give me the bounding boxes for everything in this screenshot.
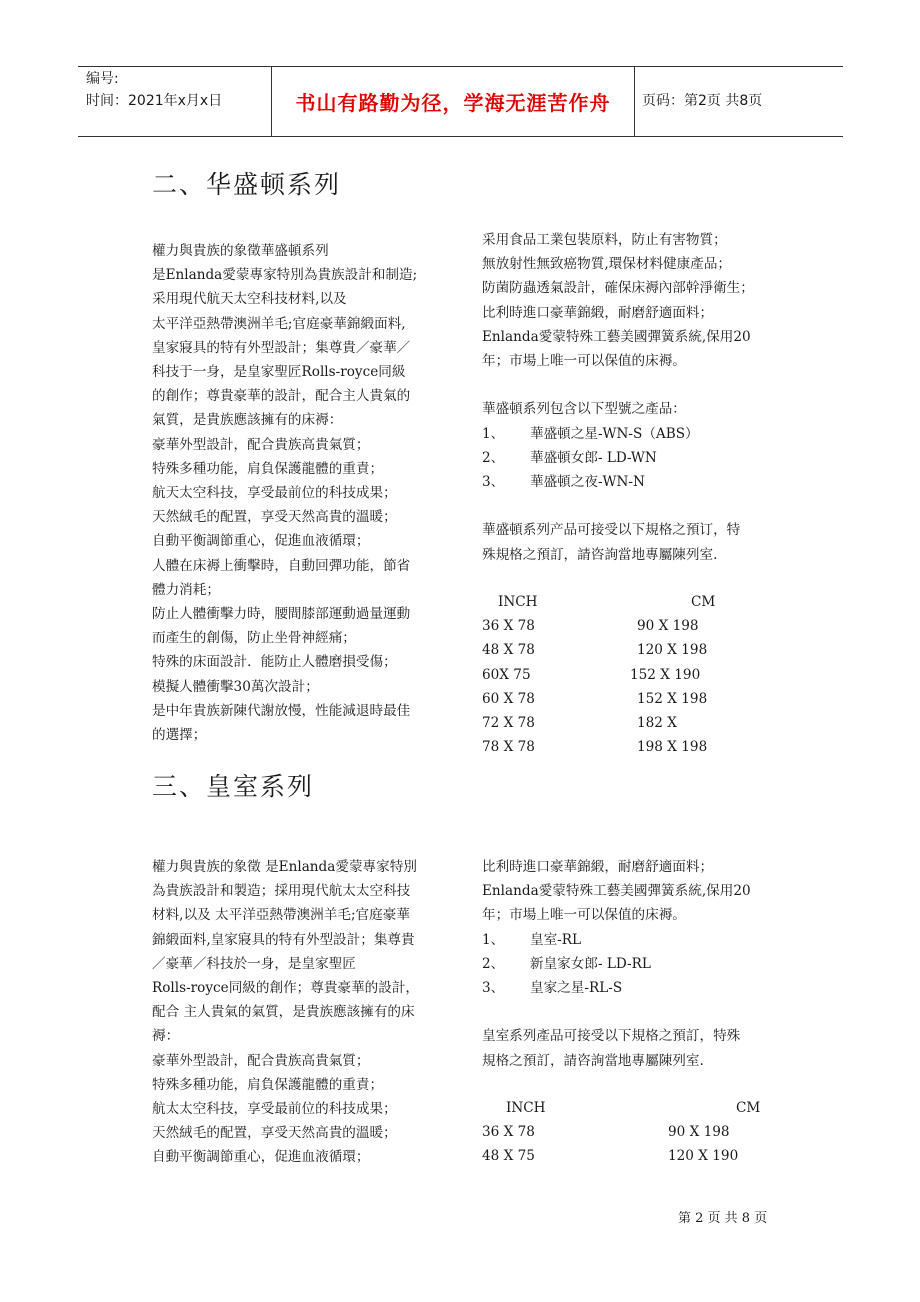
- header-meta: [78, 67, 271, 136]
- size-table-washington: [482, 590, 762, 759]
- inch-header: INCH: [506, 1100, 546, 1116]
- model-number: 2、: [482, 955, 505, 972]
- text-line: 是Enlanda愛蒙專家特別為貴族設計和制造;: [152, 267, 418, 284]
- section3-right-column: [482, 855, 782, 1073]
- text-line: 豪華外型設計，配合貴族高貴氣質；: [152, 436, 370, 453]
- text-line: 天然絨毛的配置，享受天然高貴的溫暖；: [152, 1125, 397, 1142]
- cm-size: 90 X 198: [668, 1124, 730, 1141]
- text-line: 而產生的創傷，防止坐骨神經痛；: [152, 630, 356, 647]
- model-item: [482, 422, 782, 446]
- cm-size: 152 X 190: [630, 666, 701, 683]
- model-number: 1、: [482, 931, 505, 948]
- model-number: 3、: [482, 474, 505, 491]
- model-number: 1、: [482, 425, 505, 442]
- page-footer: 第 2 页 共 8 页: [678, 1211, 768, 1226]
- text-line: 豪華外型設計，配合貴族高貴氣質；: [152, 1052, 370, 1069]
- model-item: [482, 952, 782, 976]
- size-table-header: [482, 590, 762, 614]
- cm-header: CM: [691, 594, 716, 610]
- inch-size: 60X 75: [482, 666, 531, 683]
- cm-size: 152 X 198: [637, 690, 708, 707]
- header-page-cell: [634, 67, 843, 136]
- text-line: 比利時進口豪華錦緞，耐磨舒適面料；: [482, 859, 714, 875]
- size-row: [482, 735, 762, 759]
- page-label: 页码：第2页 共8页: [642, 93, 763, 109]
- text-line: 航天太空科技，享受最前位的科技成果；: [152, 485, 397, 502]
- cm-size: 90 X 198: [637, 618, 699, 635]
- spec-text: 規格之預訂，請咨詢當地專屬陳列室.: [482, 1052, 704, 1069]
- text-line: 的選擇；: [152, 727, 207, 744]
- model-name: 華盛頓女郎- LD-WN: [530, 449, 657, 466]
- inch-size: 36 X 78: [482, 1124, 535, 1141]
- model-item: [482, 976, 782, 1000]
- spec-text: 皇室系列產品可接受以下規格之預訂，特殊: [482, 1028, 741, 1045]
- model-name: 華盛頓之星-WN-S（ABS）: [530, 425, 699, 442]
- text-line: 防菌防蟲透氣設計，確保床褥內部幹淨衛生；: [482, 280, 754, 297]
- cm-size: 182 X: [637, 714, 677, 731]
- model-item: [482, 470, 782, 494]
- text-line: 材料,以及 太平洋亞熱帶澳洲羊毛;官庭豪華: [152, 907, 410, 924]
- text-line: 自動平衡調節重心，促進血液循環；: [152, 1149, 370, 1166]
- text-line: 防止人體衝擊力時，腰間膝部運動過量運動: [152, 606, 411, 623]
- text-line: 錦緞面料,皇家寢具的特有外型設計；集尊貴: [152, 931, 415, 948]
- model-name: 皇室-RL: [530, 931, 582, 948]
- text-line: 無放射性無致癌物質,環保材料健康產品；: [482, 256, 732, 273]
- text-line: 航太太空科技，享受最前位的科技成果；: [152, 1101, 397, 1118]
- model-name: 新皇家女郎- LD-RL: [530, 955, 651, 972]
- model-number: 2、: [482, 449, 505, 466]
- time-label: 时间：2021年x月x日: [86, 93, 223, 109]
- text-line: 采用現代航天太空科技材料,以及: [152, 291, 347, 308]
- text-line: 人體在床褥上衝擊時，自動回彈功能，節省: [152, 557, 411, 574]
- section-heading-washington: 二、华盛顿系列: [152, 170, 342, 199]
- section3-left-column: [152, 855, 457, 1170]
- text-line: 模擬人體衝擊30萬次設計；: [152, 678, 319, 695]
- section2-right-column: [482, 228, 782, 567]
- size-row: [482, 711, 762, 735]
- size-row: [482, 687, 762, 711]
- spec-text: 殊規格之預訂，請咨詢當地專屬陳列室.: [482, 546, 718, 563]
- inch-size: 48 X 75: [482, 1148, 535, 1165]
- inch-size: 36 X 78: [482, 618, 535, 635]
- cm-header: CM: [736, 1100, 761, 1116]
- header-motto-cell: [271, 67, 635, 136]
- text-line: 特殊多種功能，肩負保護龍體的重責；: [152, 460, 384, 477]
- motto: 书山有路勤为径，学海无涯苦作舟: [295, 91, 611, 115]
- text-line: 采用食品工業包裝原料，防止有害物質；: [482, 232, 727, 248]
- models-title: 華盛頓系列包含以下型號之產品：: [482, 401, 686, 418]
- inch-header: INCH: [498, 594, 538, 610]
- text-line: 年；市場上唯一可以保值的床褥。: [482, 353, 686, 370]
- text-line: 為貴族設計和製造；採用現代航太太空科技: [152, 883, 411, 900]
- text-line: 天然絨毛的配置，享受天然高貴的溫暖；: [152, 509, 397, 526]
- inch-size: 72 X 78: [482, 714, 535, 731]
- text-line: 自動平衡調節重心，促進血液循環；: [152, 533, 370, 550]
- spec-text: 華盛頓系列产品可接受以下規格之預订，特: [482, 522, 741, 539]
- model-item: [482, 928, 782, 952]
- size-row: [482, 638, 762, 662]
- text-line: Enlanda愛蒙特殊工藝美國彈簧系統,保用20: [482, 883, 751, 900]
- inch-size: 60 X 78: [482, 690, 535, 707]
- size-row: [482, 1144, 762, 1168]
- text-line: 是中年貴族新陳代謝放慢，性能減退時最佳: [152, 702, 411, 719]
- inch-size: 78 X 78: [482, 739, 535, 756]
- model-item: [482, 446, 782, 470]
- number-label: 编号:: [86, 71, 119, 87]
- text-line: 特殊的床面設計．能防止人體磨損受傷；: [152, 654, 397, 671]
- text-line: Enlanda愛蒙特殊工藝美國彈簧系統,保用20: [482, 328, 751, 345]
- size-table-royal: [482, 1096, 762, 1169]
- text-line: 比利時進口豪華錦緞，耐磨舒適面料；: [482, 304, 714, 321]
- size-row: [482, 614, 762, 638]
- text-line: 氣質，是貴族應該擁有的床褥：: [152, 412, 343, 429]
- model-name: 皇家之星-RL-S: [530, 980, 623, 997]
- text-line: 配合 主人貴氣的氣質，是貴族應該擁有的床: [152, 1004, 415, 1021]
- cm-size: 198 X 198: [637, 739, 708, 756]
- size-row: [482, 663, 762, 687]
- cm-size: 120 X 198: [637, 642, 708, 659]
- section2-left-column: [152, 239, 457, 747]
- section-heading-royal: 三、皇室系列: [152, 772, 315, 801]
- text-line: 太平洋亞熱帶澳洲羊毛;官庭豪華錦緞面料,: [152, 315, 406, 332]
- text-line: 皇家寢具的特有外型設計；集尊貴／豪華／: [152, 339, 411, 356]
- size-table-header: [482, 1096, 762, 1120]
- cm-size: 120 X 190: [668, 1148, 739, 1165]
- text-line: 權力與貴族的象徵華盛頓系列: [152, 243, 329, 259]
- text-line: 褥：: [152, 1028, 180, 1045]
- text-line: 權力與貴族的象徵 是Enlanda愛蒙專家特別: [152, 859, 417, 875]
- text-line: Rolls-royce同級的創作；尊貴豪華的設計，: [152, 980, 420, 997]
- text-line: 的創作；尊貴豪華的設計，配合主人貴氣的: [152, 388, 411, 405]
- text-line: 科技于一身，是皇家聖匠Rolls-royce同級: [152, 364, 406, 381]
- text-line: ／豪華／科技於一身，是皇家聖匠: [152, 955, 356, 972]
- model-number: 3、: [482, 980, 505, 997]
- text-line: 年；市場上唯一可以保值的床褥。: [482, 907, 686, 924]
- model-name: 華盛頓之夜-WN-N: [530, 474, 645, 491]
- size-row: [482, 1120, 762, 1144]
- inch-size: 48 X 78: [482, 642, 535, 659]
- text-line: 體力消耗；: [152, 581, 220, 598]
- text-line: 特殊多種功能，肩負保護龍體的重責；: [152, 1076, 384, 1093]
- page-header: [78, 66, 843, 137]
